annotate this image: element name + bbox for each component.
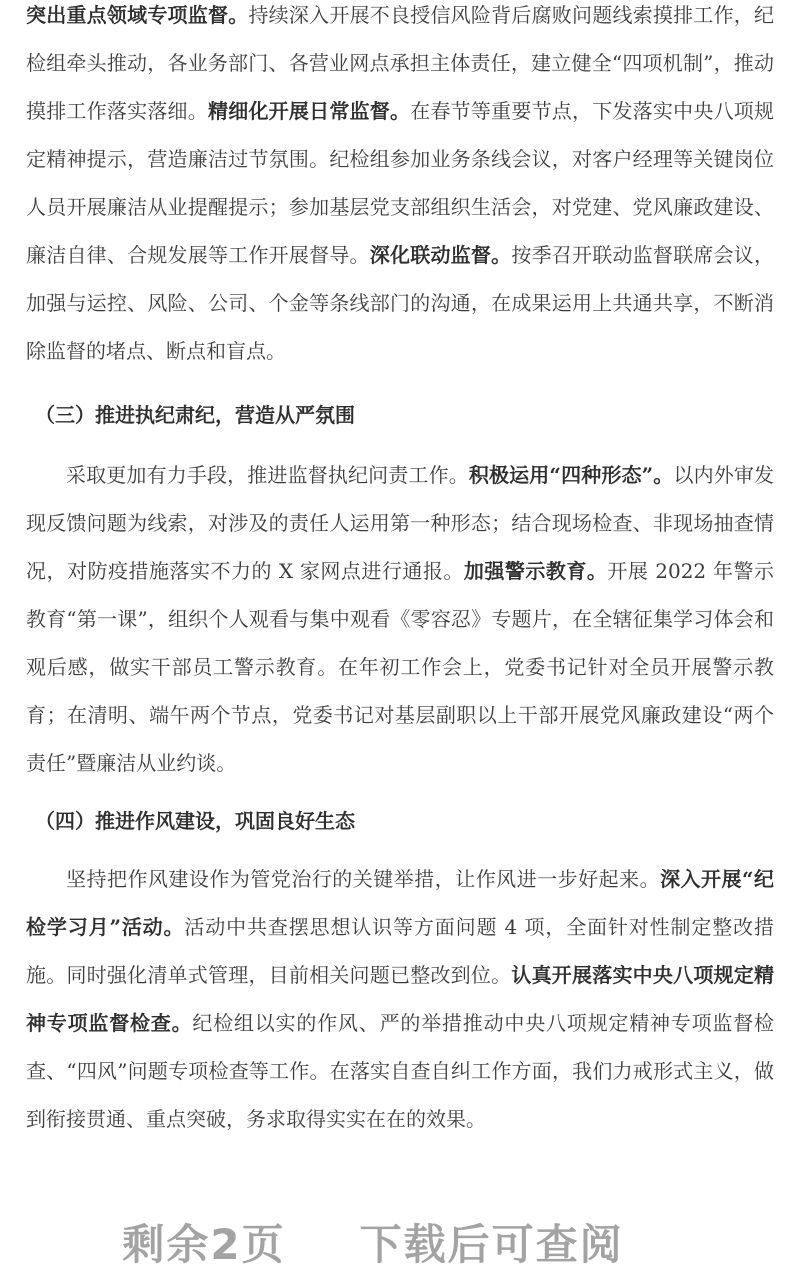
text-run: 活动中共查摆思想认识等方面问题 4 项，全面针对性制定整改措施。同时强化清单式管理，目前相关问题已整改到位。 [26,915,774,987]
section-heading-4: （四）推进作风建设，巩固良好生态 [35,809,355,833]
text-run-bold: 突出重点领域专项监督。 [26,3,249,27]
text-run: 按季召开联动监督联席会议，加强与运控、风险、公司、个金等条线部门的沟通，在成果运用上共通共享，不断消除监督的堵点、断点和盲点。 [26,243,775,363]
section-heading-3: （三）推进执纪肃纪，营造从严氛围 [35,403,355,427]
text-run: 以内外审发现反馈问题为线索，对涉及的责任人运用第一种形态；结合现场检查、非现场抽查情况，对防疫措施落实不力的 X 家网点进行通报。 [26,463,775,583]
paragraph [26,451,774,787]
remaining-pages-label: 剩余2页 [122,1220,286,1269]
text-run: 在春节等重要节点，下发落实中央八项规定精神提示，营造廉洁过节氛围。纪检组参加业务条线会议，对客户经理等关键岗位人员开展廉洁从业提醒提示；参加基层党支部组织生活会，对党建、党风廉政建设、廉洁自律、合规发展等工作开展督导。 [26,99,775,267]
download-hint-label: 下载后可查阅 [359,1220,624,1269]
paragraph [26,0,774,375]
preview-watermark [0,1220,747,1269]
text-run-bold: 精细化开展日常监督。 [208,99,411,123]
text-run-bold: 加强警示教育。 [463,559,608,583]
text-run: 纪检组以实的作风、严的举措推动中央八项规定精神专项监督检查、“四风”问题专项检查等工作。在落实自查自纠工作方面，我们力戒形式主义，做到衔接贯通、重点突破，务求取得实实在在的效果。 [26,1011,775,1131]
paragraph [26,855,774,1143]
text-run: 坚持把作风建设作为管党治行的关键举措，让作风进一步好起来。 [66,867,661,891]
text-run: 开展 2022 年警示教育“第一课”，组织个人观看与集中观看《零容忍》专题片，在全辖征集学习体会和观后感，做实干部员工警示教育。在年初工作会上，党委书记针对全员开展警示教育；在清明、端午两个节点，党委书记对基层副职以上干部开展党风廉政建设“两个责任”暨廉洁从业约谈。 [26,559,774,775]
text-run: 持续深入开展不良授信风险背后腐败问题线索摸排工作，纪检组牵头推动，各业务部门、各营业网点承担主体责任，建立健全“四项机制”，推动摸排工作落实落细。 [26,3,775,123]
text-run-bold: 积极运用“四种形态”。 [468,463,674,487]
text-run: 采取更加有力手段，推进监督执纪问责工作。 [66,463,469,487]
text-run-bold: 深入开展“纪检学习月”活动。 [26,867,774,939]
text-run-bold: 深化联动监督。 [369,243,512,267]
text-run-bold: 认真开展落实中央八项规定精神专项监督检查。 [26,963,775,1035]
